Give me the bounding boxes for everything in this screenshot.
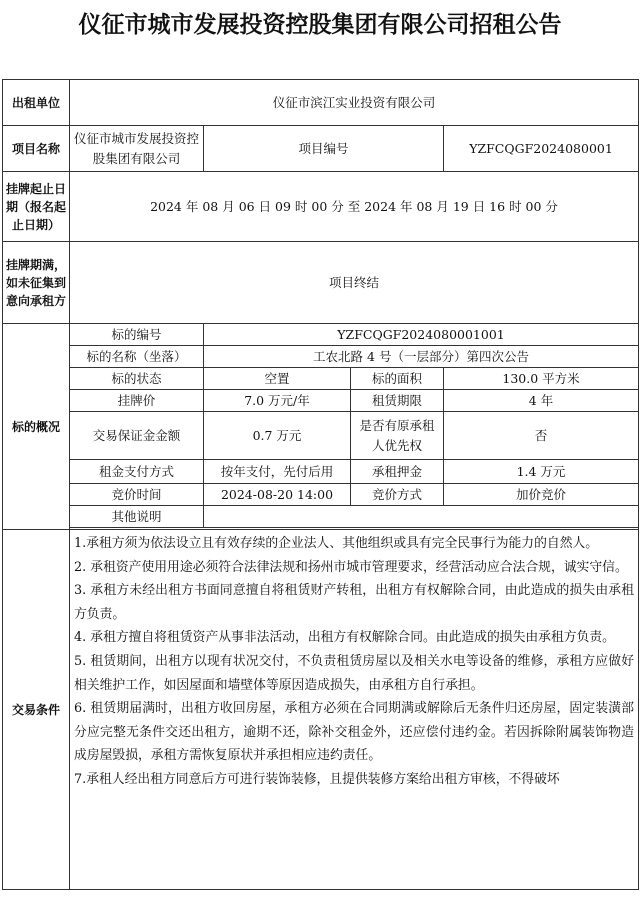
bid-method-value: 加价竞价 — [444, 484, 639, 506]
term-value: 4 年 — [444, 390, 639, 412]
expiry-value: 项目终结 — [70, 242, 639, 324]
row-conditions — [3, 530, 639, 890]
condition-5: 5. 租赁期间，出租方以现有状况交付，不负责租赁房屋以及相关水电等设备的维修，承租方应做好相关维护工作，如因屋面和墙壁体等原因造成损失，由承租方自行承担。 — [74, 653, 635, 693]
item-no-label: 标的编号 — [70, 324, 204, 346]
condition-2: 2. 承租资产使用用途必须符合法律法规和扬州市城市管理要求，经营活动应合法合规，诚实守信。 — [74, 559, 628, 575]
project-no-label: 项目编号 — [204, 126, 444, 172]
condition-1: 1.承租方须为依法设立且有效存续的企业法人、其他组织或具有完全民事行为能力的自然人。 — [74, 536, 599, 551]
expiry-label: 挂牌期满，如未征集到意向承租方 — [3, 242, 70, 324]
deposit-value: 0.7 万元 — [204, 412, 351, 460]
price-value: 7.0 万元/年 — [204, 390, 351, 412]
other-label: 其他说明 — [70, 506, 204, 528]
row-other — [3, 506, 639, 528]
project-no-value: YZFCQGF2024080001 — [444, 126, 639, 172]
listing-period-label: 挂牌起止日期（报名起止日期） — [3, 172, 70, 242]
row-deposit — [3, 412, 639, 460]
priority-value: 否 — [444, 412, 639, 460]
item-name-value: 工农北路 4 号（一层部分）第四次公告 — [204, 346, 639, 368]
page-title: 仪征市城市发展投资控股集团有限公司招租公告 — [78, 12, 562, 38]
deposit-label: 交易保证金金额 — [70, 412, 204, 460]
guarantee-value: 1.4 万元 — [444, 460, 639, 484]
area-value: 130.0 平方米 — [444, 368, 639, 390]
condition-3: 3. 承租方未经出租方书面同意擅自将租赁财产转租，出租方有权解除合同，由此造成的损失由承租方负责。 — [74, 583, 635, 622]
other-value — [204, 506, 639, 528]
payment-label: 租金支付方式 — [70, 460, 204, 484]
condition-7: 7.承租人经出租方同意后方可进行装饰装修，且提供装修方案给出租方审核，不得破坏 — [74, 771, 560, 787]
project-name-value: 仪征市城市发展投资控股集团有限公司 — [70, 126, 204, 172]
condition-6: 6. 租赁期届满时，出租方收回房屋，承租方必须在合同期满或解除后无条件归还房屋，固定装潢部分应完整无条件交还出租方，逾期不还，除补交租金外，还应偿付违约金。若因拆除附属装饰物造成房屋毁损，承租方需恢复原状并承担相应违约责任。 — [74, 701, 635, 764]
item-no-value: YZFCQGF2024080001001 — [204, 324, 639, 346]
bid-time-label: 竞价时间 — [70, 484, 204, 506]
row-price — [3, 390, 639, 412]
listing-period-value: 2024 年 08 月 06 日 09 时 00 分 至 2024 年 08 月 19 日 16 时 00 分 — [70, 172, 639, 242]
condition-4: 4. 承租方擅自将租赁资产从事非法活动，出租方有权解除合同。由此造成的损失由承租方负责。 — [74, 630, 615, 646]
item-name-label: 标的名称（坐落） — [70, 346, 204, 368]
term-label: 租赁期限 — [351, 390, 444, 412]
overview-label: 标的概况 — [3, 324, 70, 530]
conditions-label: 交易条件 — [3, 530, 70, 890]
row-listing-period — [3, 172, 639, 242]
row-item-name — [3, 346, 639, 368]
row-status — [3, 368, 639, 390]
notice-table — [2, 79, 639, 890]
row-bid — [3, 484, 639, 506]
row-project — [3, 126, 639, 172]
status-label: 标的状态 — [70, 368, 204, 390]
priority-label: 是否有原承租人优先权 — [351, 412, 444, 460]
conditions-body — [70, 530, 639, 890]
status-value: 空置 — [204, 368, 351, 390]
bid-method-label: 竞价方式 — [351, 484, 444, 506]
row-lessor — [3, 80, 639, 126]
payment-value: 按年支付，先付后用 — [204, 460, 351, 484]
row-payment — [3, 460, 639, 484]
area-label: 标的面积 — [351, 368, 444, 390]
lessor-value: 仪征市滨江实业投资有限公司 — [70, 80, 639, 126]
guarantee-label: 承租押金 — [351, 460, 444, 484]
bid-time-value: 2024-08-20 14:00 — [204, 484, 351, 506]
price-label: 挂牌价 — [70, 390, 204, 412]
row-expiry — [3, 242, 639, 324]
row-item-no — [3, 324, 639, 346]
project-name-label: 项目名称 — [3, 126, 70, 172]
lessor-label: 出租单位 — [3, 80, 70, 126]
